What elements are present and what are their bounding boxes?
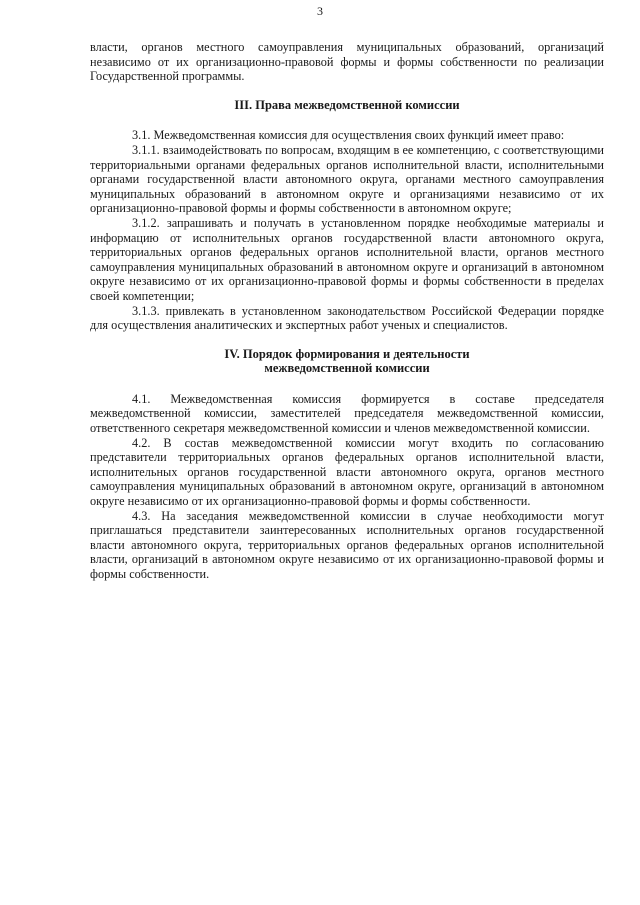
document-body — [90, 40, 604, 582]
section-4-heading-line1: IV. Порядок формирования и деятельности — [224, 346, 470, 361]
section-4-heading-line2: межведомственной комиссии — [264, 361, 430, 376]
paragraph-4-3: 4.3. На заседания межведомственной комиссии в случае необходимости могут приглашаться представители заинтересованных исполнительных органов государственной власти автономного округа, территориальных органов федеральных органов исполнительной власти, организаций в автономном округе независимо от их организационно-правовой формы и формы собственности. — [90, 508, 604, 581]
section-3-heading: III. Права межведомственной комиссии — [234, 97, 460, 112]
paragraph-3-1-3: 3.1.3. привлекать в установленном законодательством Российской Федерации порядке для осуществления аналитических и экспертных работ ученых и специалистов. — [90, 303, 604, 333]
paragraph-3-1-2: 3.1.2. запрашивать и получать в установленном порядке необходимые материалы и информацию от исполнительных органов государственной власти автономного округа, территориальных органов федеральных органов исполнительной власти, органов местного самоуправления муниципальных образований в автономном округе и организаций в автономном округе независимо от их организационно-правовой формы и формы собственности в пределах своей компетенции; — [90, 215, 604, 303]
paragraph-4-1: 4.1. Межведомственная комиссия формируется в составе председателя межведомственной комиссии, заместителей председателя межведомственной комиссии, ответственного секретаря межведомственной комиссии и членов межведомственной комиссии. — [90, 391, 604, 436]
page-number: 3 — [317, 4, 323, 18]
section-4-heading — [90, 347, 604, 376]
paragraph-3-1: 3.1. Межведомственная комиссия для осуществления своих функций имеет право: — [132, 128, 565, 143]
intro-continuation-paragraph: власти, органов местного самоуправления муниципальных образований, организаций независимо от их организационно-правовой формы и формы собственности по реализации Государственной программы. — [90, 40, 604, 84]
paragraph-3-1-1: 3.1.1. взаимодействовать по вопросам, входящим в ее компетенцию, с соответствующими территориальными органами федеральных органов исполнительной власти, исполнительными органами государственной власти автономного округа, органами местного самоуправления муниципальных образований в автономном округе и организациями независимо от их организационно-правовой формы и формы собственности в автономном округе; — [90, 142, 604, 216]
paragraph-4-2: 4.2. В состав межведомственной комиссии могут входить по согласованию представители территориальных органов федеральных органов исполнительной власти, исполнительных органов государственной власти автономного округа, органов местного самоуправления муниципальных образований в автономном округе, организаций в автономном округе независимо от их организационно-правовой формы и формы собственности. — [90, 435, 604, 509]
